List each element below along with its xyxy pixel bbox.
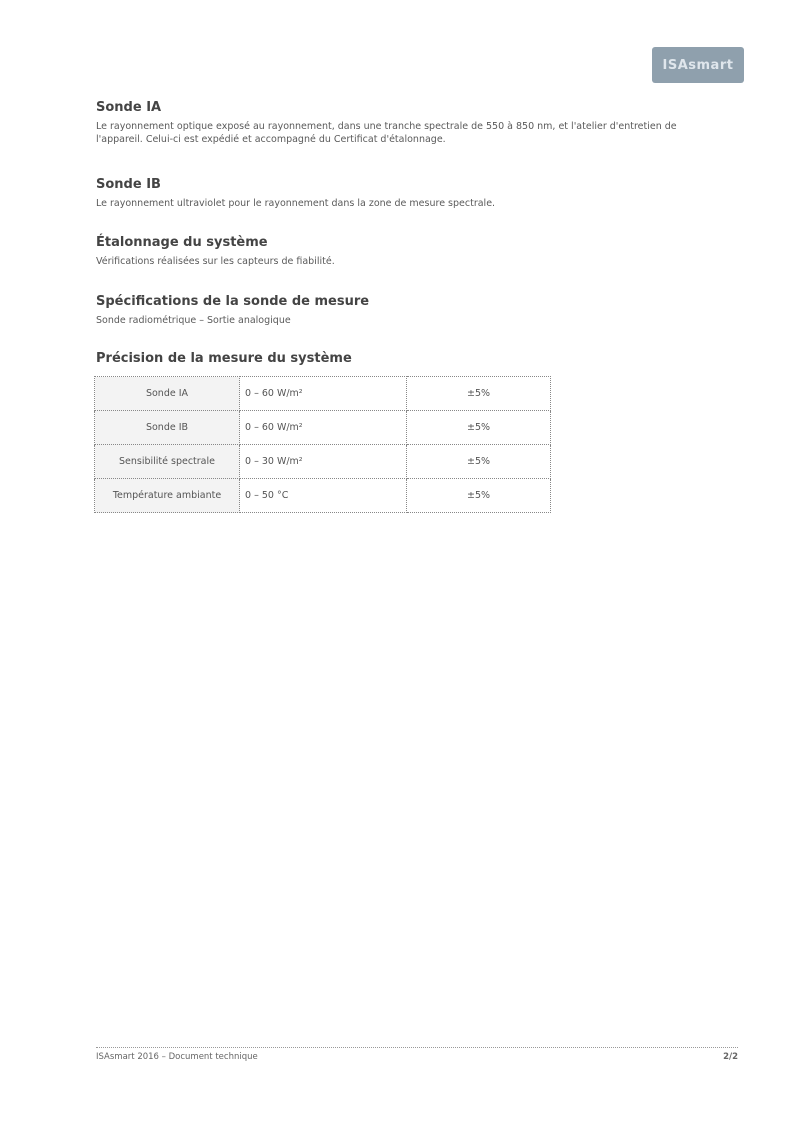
footer-text: ISAsmart 2016 – Document technique [96, 1052, 258, 1062]
section-body: Le rayonnement ultraviolet pour le rayonnement dans la zone de mesure spectrale. [96, 198, 496, 209]
table-cell-range: 0 – 60 W/m² [240, 411, 407, 445]
section-body: Sonde radiométrique – Sortie analogique [96, 315, 291, 326]
section-specifications [96, 294, 706, 327]
footer-divider [96, 1047, 738, 1048]
section-title: Sonde IB [96, 177, 161, 192]
precision-table [94, 376, 551, 513]
section-etalonnage [96, 235, 706, 268]
table-cell-accuracy: ±5% [407, 445, 551, 479]
table-cell-label: Température ambiante [95, 479, 240, 513]
table-cell-label: Sonde IA [95, 377, 240, 411]
table-row [95, 377, 551, 411]
section-sonde-ib [96, 177, 706, 210]
company-logo: ISAsmart [652, 47, 744, 83]
table-cell-accuracy: ±5% [407, 411, 551, 445]
page-footer [96, 1047, 738, 1062]
table-cell-range: 0 – 30 W/m² [240, 445, 407, 479]
section-title: Sonde IA [96, 100, 162, 115]
section-title: Étalonnage du système [96, 235, 268, 250]
section-title: Précision de la mesure du système [96, 351, 352, 366]
table-cell-accuracy: ±5% [407, 479, 551, 513]
table-cell-range: 0 – 50 °C [240, 479, 407, 513]
section-body: Le rayonnement optique exposé au rayonnement, dans une tranche spectrale de 550 à 850 nm, et l'atelier d'entretien de l'appareil. Celui-ci est expédié et accompagné du Certificat d'étalonnage. [96, 121, 677, 145]
table-row [95, 479, 551, 513]
section-precision [96, 351, 706, 371]
table-cell-accuracy: ±5% [407, 377, 551, 411]
table-row [95, 411, 551, 445]
table-row [95, 445, 551, 479]
table-cell-range: 0 – 60 W/m² [240, 377, 407, 411]
table-cell-label: Sonde IB [95, 411, 240, 445]
section-body: Vérifications réalisées sur les capteurs de fiabilité. [96, 256, 335, 267]
page-number: 2/2 [723, 1052, 738, 1062]
section-title: Spécifications de la sonde de mesure [96, 294, 370, 309]
table-cell-label: Sensibilité spectrale [95, 445, 240, 479]
section-sonde-ia [96, 100, 706, 146]
